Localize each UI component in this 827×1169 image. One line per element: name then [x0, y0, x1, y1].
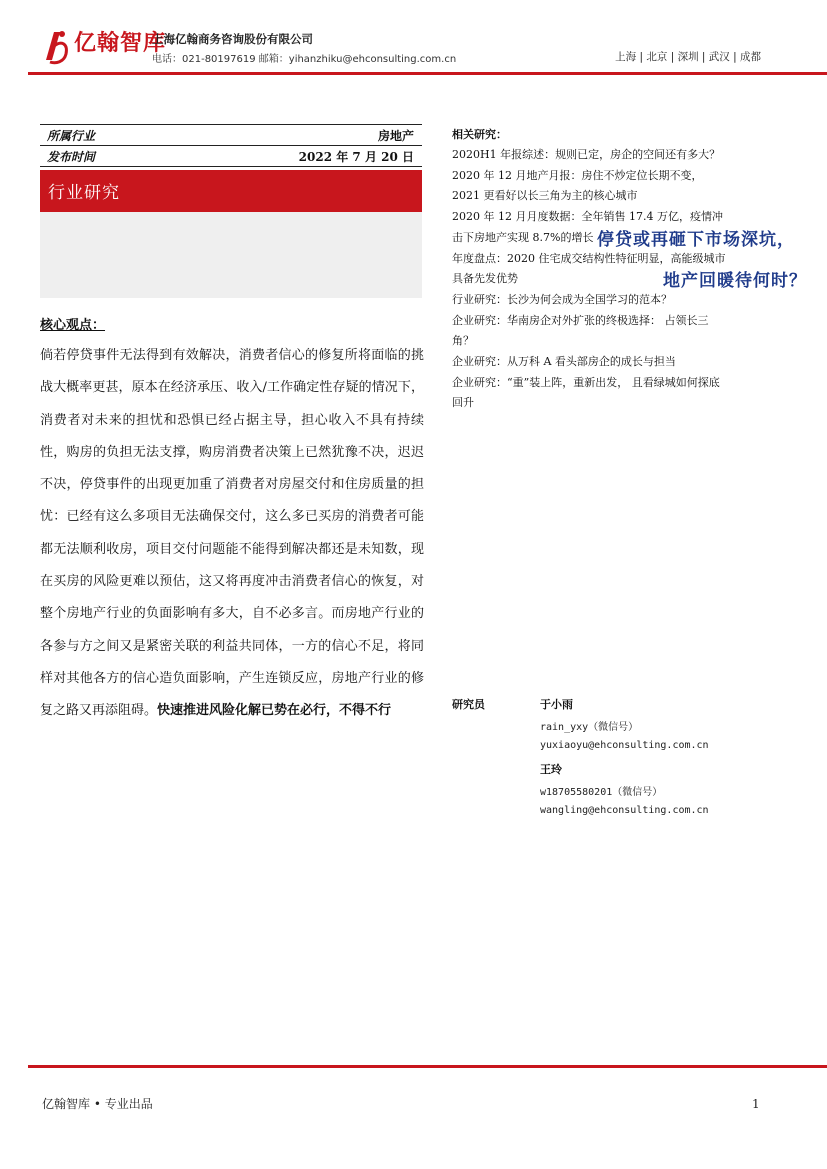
analyst-heading: 研究员 — [452, 698, 485, 711]
category-banner — [40, 170, 422, 212]
analyst-wechat: rain_yxy（微信号） — [540, 722, 639, 733]
related-item[interactable]: 年度盘点：2020 住宅成交结构性特征明显，高能级城市具备先发优势 — [452, 251, 726, 286]
related-item[interactable]: 企业研究：华南房企对外扩张的终极选择： 占领长三角？ — [452, 313, 709, 348]
related-item[interactable]: 2020H1 年报综述：规则已定，房企的空间还有多大？ — [452, 148, 721, 161]
industry-row — [40, 124, 422, 144]
category-label: 行业研究 — [48, 183, 120, 203]
industry-label: 所属行业 — [47, 129, 96, 143]
contact-info: 电话：021-80197619 邮箱：yihanzhiku@ehconsulting.com.cn — [152, 54, 457, 65]
related-list — [452, 145, 728, 414]
report-title-line1: 停贷或再砸下市场深坑， — [597, 230, 795, 250]
title-box — [40, 212, 422, 298]
core-body-text: 倘若停贷事件无法得到有效解决，消费者信心的修复所将面临的挑战大概率更甚，原本在经济承压、收入/工作确定性存疑的情况下，消费者对未来的担忧和恐惧已经占据主导，担心收入不具有持续性，购房的负担无法支撑，购房消费者决策上已然犹豫不决，迟迟不决，停贷事件的出现更加重了消费者对房屋交付和住房质量的担忧：已经有这么多项目无法确保交付，这么多已买房的消费者可能都无法顺利收房，项目交付问题能不能得到解决都还是未知数，现在买房的风险更难以预估，这又将再度冲击消费者信心的恢复，对整个房地产行业的负面影响有多大，自不必多言。而房地产行业的各参与方之间又是紧密关联的利益共同体，一方的信心不足，将同样对其他各方的信心造负面影响，产生连锁反应，房地产行业的修复之路又再添阻碍。 — [40, 348, 424, 719]
date-value: 2022 年 7 月 20 日 — [298, 150, 414, 164]
analyst-email[interactable]: wangling@ehconsulting.com.cn — [540, 805, 709, 816]
core-body — [40, 340, 424, 728]
date-row — [40, 145, 422, 165]
footer-divider — [28, 1065, 827, 1068]
related-item[interactable]: 2020 年 12 月月度数据：全年销售 17.4 万亿，疫情冲击下房地产实现 8.7%的增长 — [452, 210, 723, 244]
header-divider — [28, 72, 827, 75]
related-heading: 相关研究： — [452, 128, 507, 141]
industry-value: 房地产 — [377, 129, 414, 143]
core-heading: 核心观点： — [40, 318, 106, 333]
date-label: 发布时间 — [47, 150, 96, 164]
related-item[interactable]: 行业研究：长沙为何会成为全国学习的范本？ — [452, 292, 672, 306]
office-cities: 上海 | 北京 | 深圳 | 武汉 | 成都 — [615, 51, 761, 63]
analyst-name: 王玲 — [540, 763, 562, 776]
analyst-wechat: w18705580201（微信号） — [540, 787, 663, 798]
related-item[interactable]: 企业研究：从万科 A 看头部房企的成长与担当 — [452, 355, 676, 369]
logo-text: 亿翰智库 — [74, 31, 167, 56]
table-bottom-rule — [40, 166, 422, 167]
report-title-line2: 地产回暖待何时？ — [663, 271, 807, 291]
related-item[interactable]: 2020 年 12 月地产月报：房住不炒定位长期不变，2021 更看好以长三角为主的核心城市 — [452, 168, 703, 203]
analyst-email[interactable]: yuxiaoyu@ehconsulting.com.cn — [540, 740, 709, 751]
core-conclusion: 快速推进风险化解已势在必行，不得不行 — [157, 703, 392, 719]
page-number: 1 — [752, 1097, 760, 1111]
related-item[interactable]: 企业研究：“重”装上阵，重新出发， 且看绿城如何探底回升 — [452, 375, 720, 410]
footer-brand: 亿翰智库 • 专业出品 — [42, 1097, 153, 1111]
company-name: 上海亿翰商务咨询股份有限公司 — [152, 32, 313, 46]
analyst-name: 于小雨 — [540, 698, 573, 711]
yihan-logo-icon — [42, 26, 70, 66]
